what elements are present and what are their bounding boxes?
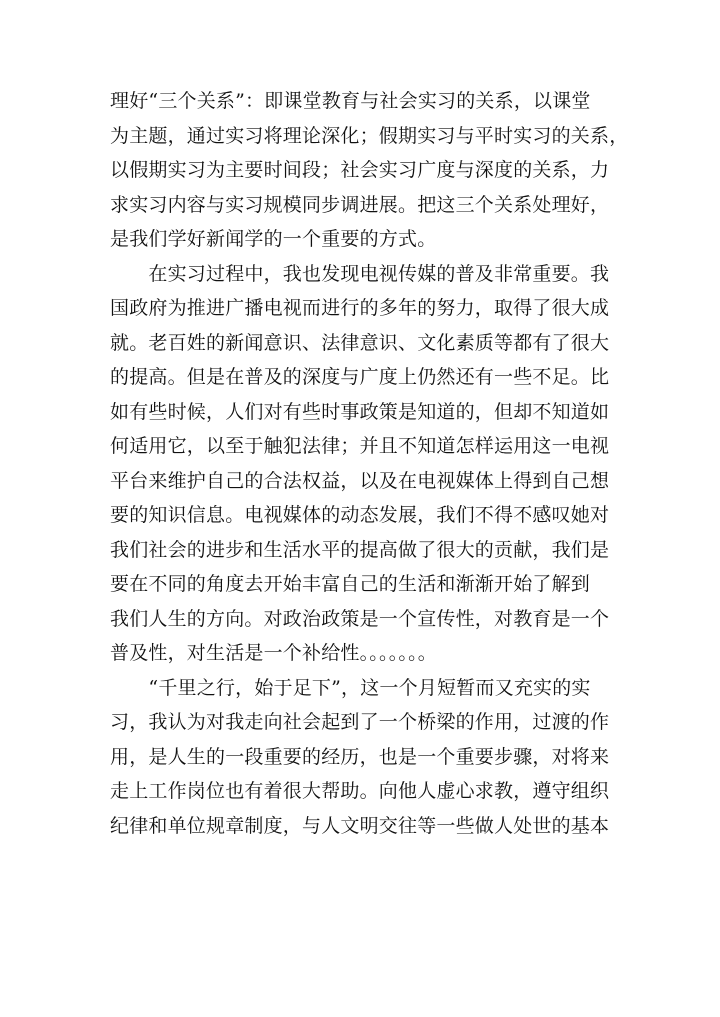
paragraph-3 xyxy=(110,671,614,844)
text-line: 要在不同的角度去开始丰富自己的生活和渐渐开始了解到 xyxy=(110,573,591,595)
text-line: 以假期实习为主要时间段；社会实习广度与深度的关系，力 xyxy=(110,159,610,181)
text-line: 平台来维护自己的合法权益，以及在电视媒体上得到自己想 xyxy=(110,469,610,492)
text-line: 习，我认为对我走向社会起到了一个桥梁的作用，过渡的作 xyxy=(110,711,610,733)
text-line: 理好“三个关系”：即课堂教育与社会实习的关系，以课堂 xyxy=(110,90,591,112)
paragraph-2 xyxy=(110,257,614,671)
text-line: 求实习内容与实习规模同步调进展。把这三个关系处理好， xyxy=(110,193,610,216)
text-line: 国政府为推进广播电视而进行的多年的努力，取得了很大成 xyxy=(110,297,610,319)
text-line: 用，是人生的一段重要的经历，也是一个重要步骤，对将来 xyxy=(110,745,610,768)
text-line: 何适用它，以至于触犯法律；并且不知道怎样运用这一电视 xyxy=(110,435,610,457)
text-line: 走上工作岗位也有着很大帮助。向他人虚心求教，遵守组织 xyxy=(110,780,610,802)
text-line: 纪律和单位规章制度，与人文明交往等一些做人处世的基本 xyxy=(110,814,610,837)
text-line: 我们人生的方向。对政治政策是一个宣传性，对教育是一个 xyxy=(110,607,610,630)
text-line: 要的知识信息。电视媒体的动态发展，我们不得不感叹她对 xyxy=(110,504,610,526)
text-line: 在实习过程中，我也发现电视传媒的普及非常重要。我 xyxy=(110,262,610,285)
document-page xyxy=(110,84,629,843)
text-line: 是我们学好新闻学的一个重要的方式。 xyxy=(110,228,437,250)
text-line: 的提高。但是在普及的深度与广度上仍然还有一些不足。比 xyxy=(110,366,610,388)
paragraph-1 xyxy=(110,84,629,257)
text-line: 为主题，通过实习将理论深化；假期实习与平时实习的关系， xyxy=(110,124,629,147)
text-line: 普及性，对生活是一个补给性。。。。。。。 xyxy=(110,642,438,664)
text-line: 我们社会的进步和生活水平的提高做了很大的贡献，我们是 xyxy=(110,538,610,561)
text-line: “千里之行，始于足下”，这一个月短暂而又充实的实 xyxy=(110,676,591,699)
text-line: 就。老百姓的新闻意识、法律意识、文化素质等都有了很大 xyxy=(110,331,610,354)
text-line: 如有些时候，人们对有些时事政策是知道的，但却不知道如 xyxy=(110,400,610,423)
